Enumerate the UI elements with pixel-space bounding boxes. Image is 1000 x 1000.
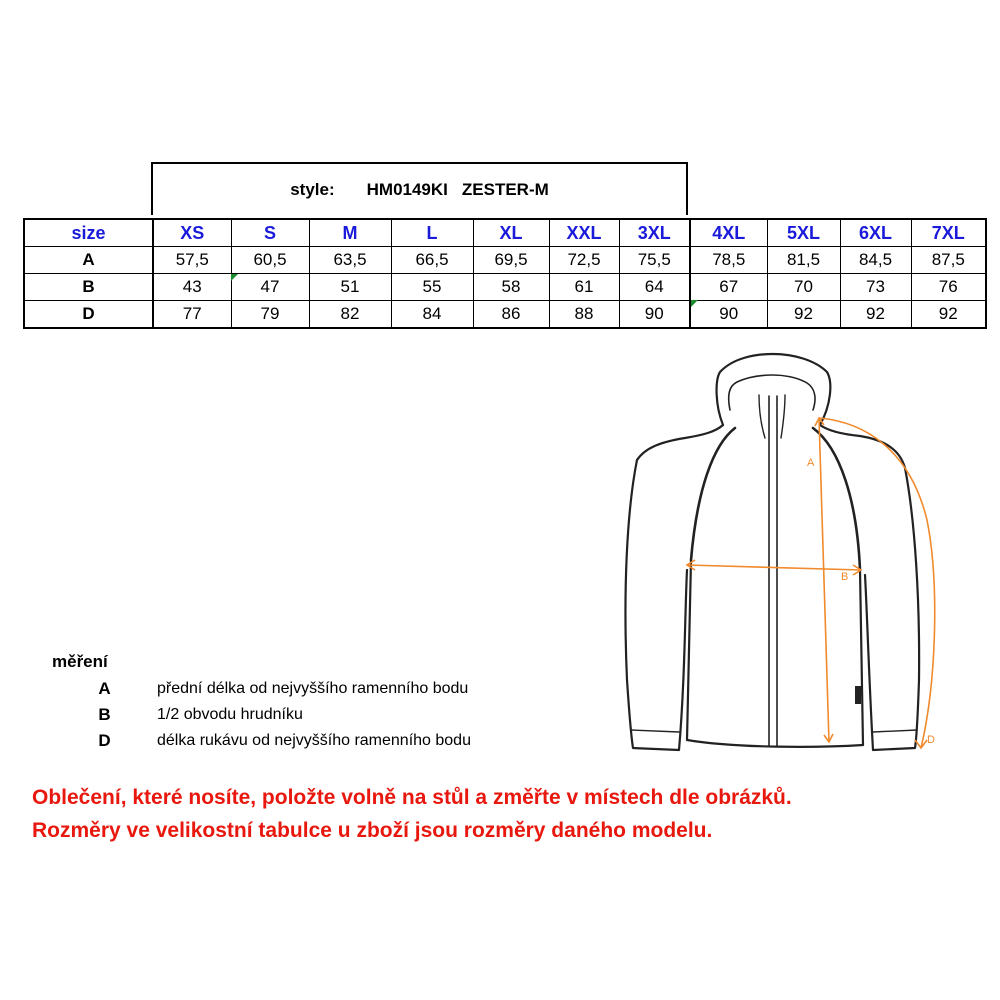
table-cell: 66,5 [391,247,473,274]
size-cell: S [231,219,309,247]
table-cell: 92 [911,301,986,329]
size-table [23,218,987,329]
instruction-note: Rozměry ve velikostní tabulce u zboží jsou rozměry daného modelu. [32,819,713,842]
label-d: D [927,734,935,746]
legend-key: A [98,679,111,698]
table-cell: 58 [473,274,549,301]
size-cell: M [309,219,391,247]
size-cell: XL [473,219,549,247]
table-cell: 57,5 [153,247,231,274]
table-row [24,247,986,274]
table-cell: 88 [549,301,619,329]
comment-marker [231,274,238,281]
size-cell: XS [153,219,231,247]
comment-marker [691,300,698,307]
legend-item [52,676,471,702]
measurement-legend [52,652,471,754]
row-label: D [24,301,153,329]
table-cell: 87,5 [911,247,986,274]
style-header [151,162,688,215]
table-cell: 75,5 [619,247,690,274]
table-cell: 67 [690,274,767,301]
table-cell: 79 [231,301,309,329]
size-cell: 5XL [767,219,840,247]
table-cell: 78,5 [690,247,767,274]
table-cell: 47 [231,274,309,301]
style-code: HM0149KI [366,179,448,199]
size-cell: 6XL [840,219,911,247]
table-cell: 55 [391,274,473,301]
model-name: ZESTER-M [461,179,549,199]
table-cell: 86 [473,301,549,329]
table-row [24,301,986,329]
table-cell: 82 [309,301,391,329]
size-cell: 4XL [690,219,767,247]
table-cell: 76 [911,274,986,301]
pocket-tab [855,686,861,704]
table-cell: 43 [153,274,231,301]
table-cell: 92 [840,301,911,329]
legend-item [52,728,471,754]
legend-item [52,702,471,728]
table-cell: 84,5 [840,247,911,274]
size-cell: 7XL [911,219,986,247]
table-cell: 73 [840,274,911,301]
size-row [24,219,986,247]
legend-key: D [98,731,111,750]
jacket-diagram [615,350,955,770]
table-cell: 81,5 [767,247,840,274]
table-cell: 77 [153,301,231,329]
table-cell: 92 [767,301,840,329]
legend-desc: přední délka od nejvyššího ramenního bodu [157,680,469,697]
style-label: style: [290,179,335,199]
table-cell: 64 [619,274,690,301]
table-cell: 60,5 [231,247,309,274]
table-cell: 61 [549,274,619,301]
legend-title: měření [52,652,108,671]
table-cell: 84 [391,301,473,329]
label-a: A [807,457,815,469]
table-cell: 90 [690,301,767,329]
table-cell: 72,5 [549,247,619,274]
table-cell: 70 [767,274,840,301]
row-label: B [24,274,153,301]
legend-desc: délka rukávu od nejvyššího ramenního bodu [157,732,471,749]
instruction-note: Oblečení, které nosíte, položte volně na stůl a změřte v místech dle obrázků. [32,786,792,809]
table-cell: 69,5 [473,247,549,274]
size-cell: 3XL [619,219,690,247]
table-cell: 90 [619,301,690,329]
size-header: size [24,219,153,247]
size-cell: L [391,219,473,247]
label-b: B [841,571,849,583]
legend-desc: 1/2 obvodu hrudníku [157,706,303,723]
legend-key: B [98,705,111,724]
row-label: A [24,247,153,274]
table-cell: 63,5 [309,247,391,274]
table-row [24,274,986,301]
size-cell: XXL [549,219,619,247]
table-cell: 51 [309,274,391,301]
